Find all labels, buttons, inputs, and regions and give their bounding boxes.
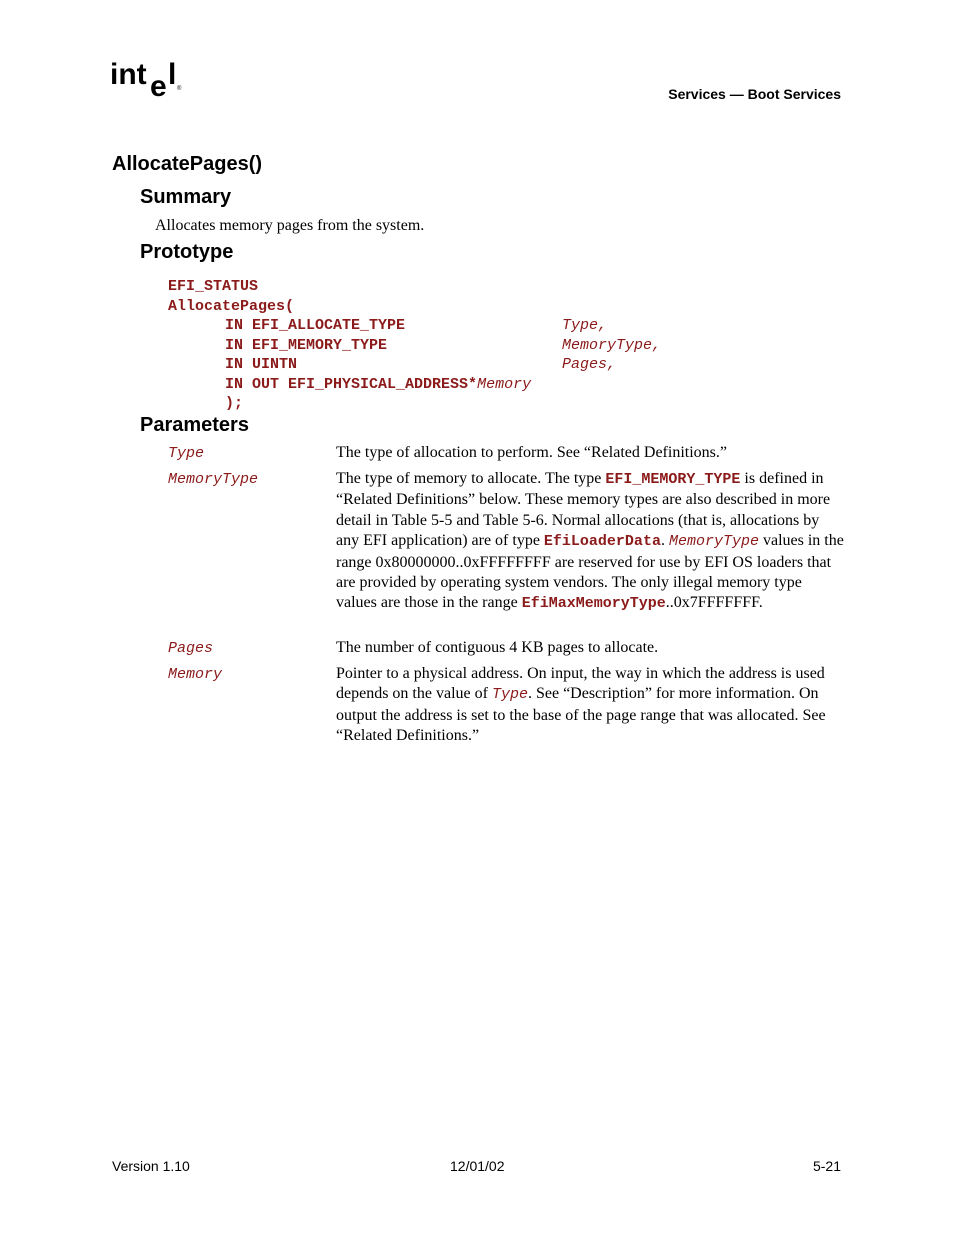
footer-version: Version 1.10 [112, 1158, 190, 1174]
summary-heading: Summary [140, 186, 232, 208]
param-label-type: Type [168, 445, 205, 462]
param-label-pages: Pages [168, 640, 214, 657]
svg-text:l: l [168, 58, 177, 91]
code-ref: EFI_MEMORY_TYPE [605, 471, 741, 488]
param-decl: IN EFI_MEMORY_TYPE [225, 337, 388, 354]
param-decl: IN UINTN [225, 356, 298, 373]
param-desc-type: The type of allocation to perform. See “Related Definitions.” [336, 444, 727, 461]
param-desc-memory [336, 664, 846, 747]
svg-text:®: ® [177, 86, 182, 92]
param-label-memory: Memory [168, 666, 223, 683]
pointer-star: * [468, 376, 478, 393]
desc-text: is defined in “Related Definitions” below. These memory types are also described in more detail in Table 5-5 and Table 5-6. Normal allocations (that is, allocations by any EFI application) are of type [336, 470, 831, 550]
desc-text: . See “Description” for more information. On output the address is set to the base of the page range that was allocated. See “Related Definitions.” [336, 685, 826, 745]
code-ref: EfiMaxMemoryType [521, 595, 666, 613]
footer-page-number: 5-21 [812, 1158, 841, 1174]
return-type: EFI_STATUS [168, 278, 259, 295]
svg-text:int: int [110, 58, 147, 91]
param-line [225, 375, 531, 393]
page-title: AllocatePages() [112, 153, 263, 175]
closing-paren: ); [225, 395, 244, 412]
intel-logo [110, 56, 190, 104]
desc-text: The type of memory to allocate. The type [336, 470, 606, 487]
desc-text: values in the range 0x80000000..0xFFFFFFFF are reserved for use by EFI OS loaders that are provided by operating system vendors. The only illegal memory type values are those in the range [336, 532, 844, 612]
param-ref: Type [491, 686, 528, 704]
footer-date: 12/01/02 [450, 1158, 505, 1174]
param-name: Type, [562, 317, 608, 334]
desc-text: ..0x7FFFFFFF. [665, 594, 763, 612]
code-ref: EfiLoaderData [543, 533, 661, 551]
summary-text: Allocates memory pages from the system. [155, 217, 425, 234]
svg-text:e: e [150, 70, 167, 103]
param-desc-pages: The number of contiguous 4 KB pages to allocate. [336, 639, 659, 656]
section-header: Services — Boot Services [668, 86, 841, 102]
param-name: MemoryType, [562, 337, 662, 354]
param-name: Pages, [562, 356, 617, 373]
prototype-heading: Prototype [140, 241, 234, 263]
desc-text: . [660, 532, 669, 550]
param-desc-memorytype [336, 469, 846, 615]
param-ref: MemoryType [668, 533, 759, 551]
parameters-heading: Parameters [140, 414, 249, 436]
param-label-memorytype: MemoryType [168, 471, 259, 488]
param-decl: IN EFI_ALLOCATE_TYPE [225, 317, 406, 334]
function-name: AllocatePages( [168, 298, 295, 315]
desc-text: Pointer to a physical address. On input, the way in which the address is used depends on the value of [336, 665, 825, 703]
param-decl: IN OUT EFI_PHYSICAL_ADDRESS [225, 376, 469, 393]
param-name: Memory [477, 376, 532, 393]
